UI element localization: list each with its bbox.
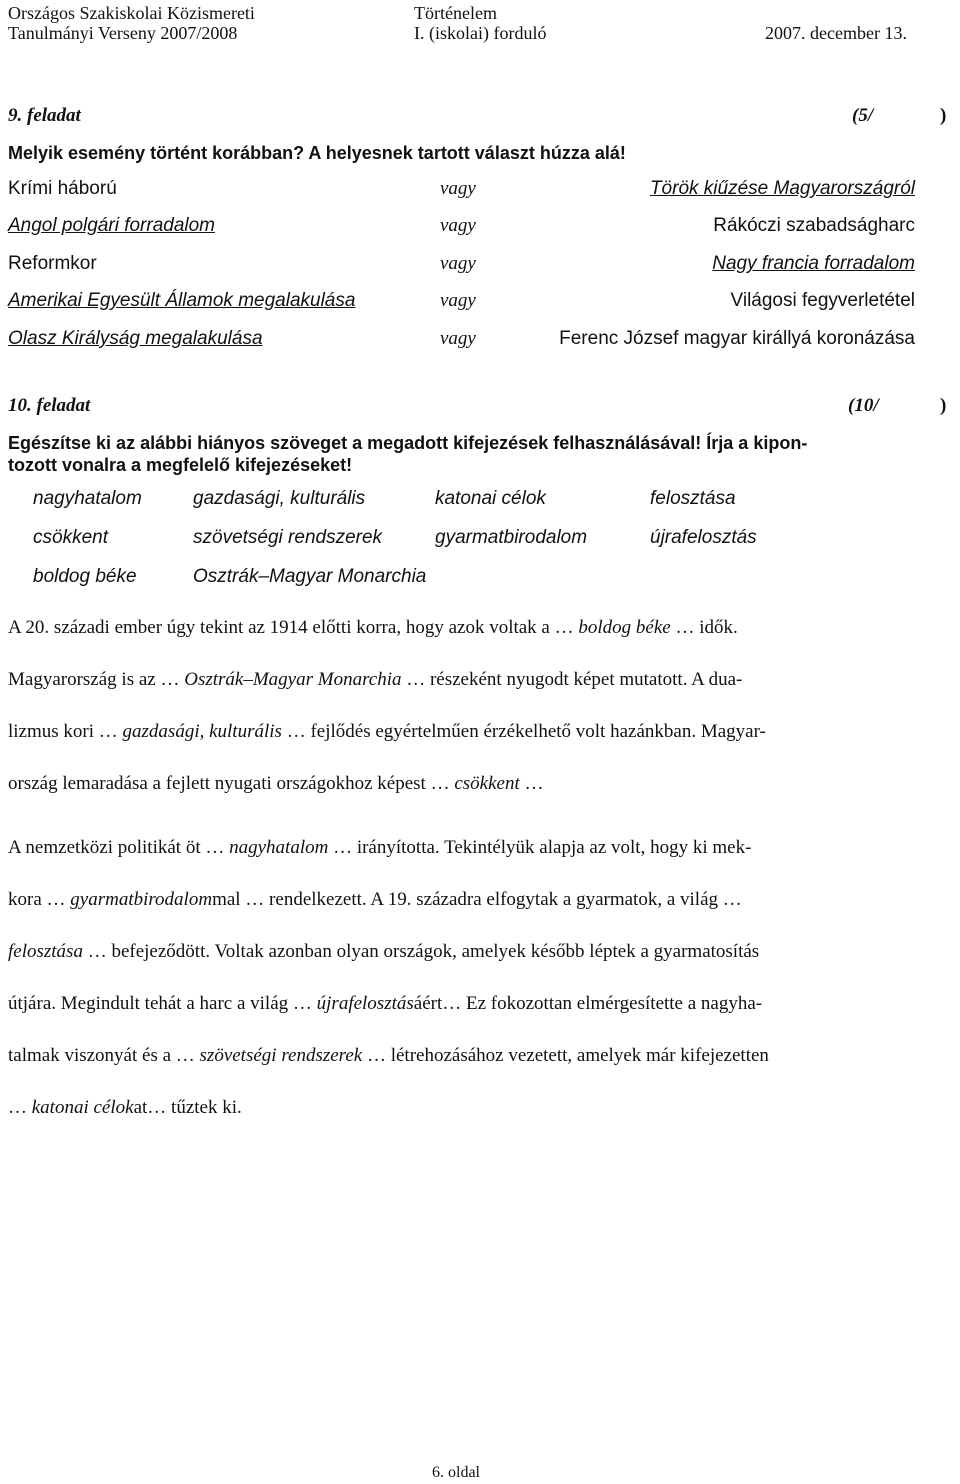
wordbank-item: gazdasági, kulturális bbox=[193, 488, 366, 509]
text-line-1: A 20. századi ember úgy tekint az 1914 előtti korra, hogy azok voltak a … boldog béke … idők. bbox=[8, 617, 738, 638]
task9-row3-right: Nagy francia forradalom bbox=[712, 253, 915, 274]
text-line-9: talmak viszonyát és a … szövetségi rendszerek … létrehozásához vezetett, amelyek már kifejezetten bbox=[8, 1045, 769, 1066]
text-line-10: … katonai célokat… tűztek ki. bbox=[8, 1097, 242, 1118]
text-line-7: felosztása … befejeződött. Voltak azonban olyan országok, amelyek később léptek a gyarmatosítás bbox=[8, 941, 760, 962]
header-date: 2007. december 13. bbox=[765, 23, 907, 43]
task9-row5-right: Ferenc József magyar királlyá koronázása bbox=[559, 328, 915, 349]
wordbank-item: boldog béke bbox=[33, 566, 137, 587]
page-number: 6. oldal bbox=[432, 1464, 480, 1481]
task9-row3-or: vagy bbox=[440, 253, 476, 274]
task10-instruction-line1: Egészítse ki az alábbi hiányos szöveget a megadott kifejezések felhasználásával! Írja a kipon- bbox=[8, 433, 808, 453]
task9-row1-right: Török kiűzése Magyarországról bbox=[649, 178, 915, 199]
task10-title: 10. feladat bbox=[8, 395, 91, 416]
text-line-2: Magyarország is az … Osztrák–Magyar Monarchia … részeként nyugodt képet mutatott. A dua- bbox=[8, 669, 743, 690]
wordbank-item: szövetségi rendszerek bbox=[193, 527, 383, 548]
wordbank-item: felosztása bbox=[650, 488, 736, 509]
task9-row1-left: Krími háború bbox=[8, 178, 117, 199]
header-competition-line2: Tanulmányi Verseny 2007/2008 bbox=[8, 23, 238, 43]
wordbank-item: nagyhatalom bbox=[33, 488, 142, 509]
wordbank-item: csökkent bbox=[33, 527, 108, 548]
header-competition-line1: Országos Szakiskolai Közismereti bbox=[8, 3, 255, 23]
filled-answer: újrafelosztás bbox=[316, 993, 414, 1014]
text-line-6: kora … gyarmatbirodalommal … rendelkezett. A 19. századra elfogytak a gyarmatok, a világ … bbox=[8, 889, 742, 910]
task9-row3-left: Reformkor bbox=[8, 253, 97, 274]
filled-answer: gyarmatbirodalom bbox=[70, 889, 213, 910]
task9-points: (5/ bbox=[852, 105, 874, 126]
text-line-4: ország lemaradása a fejlett nyugati országokhoz képest … csökkent … bbox=[8, 773, 544, 794]
header-subject: Történelem bbox=[414, 3, 497, 23]
task9-row4-left: Amerikai Egyesült Államok megalakulása bbox=[8, 290, 356, 311]
filled-answer: boldog béke bbox=[578, 617, 671, 638]
filled-answer: szövetségi rendszerek bbox=[199, 1045, 363, 1066]
task9-row5-left: Olasz Királyság megalakulása bbox=[8, 328, 263, 349]
text-line-5: A nemzetközi politikát öt … nagyhatalom … irányította. Tekintélyük alapja az volt, hogy ki mek- bbox=[8, 837, 752, 858]
task9-question: Melyik esemény történt korábban? A helyesnek tartott választ húzza alá! bbox=[8, 143, 626, 163]
task10-points: (10/ bbox=[848, 395, 879, 416]
task9-row5-or: vagy bbox=[440, 328, 476, 349]
filled-answer: katonai célok bbox=[31, 1097, 134, 1118]
task9-row1-or: vagy bbox=[440, 178, 476, 199]
text-line-8: útjára. Megindult tehát a harc a világ … újrafelosztásáért… Ez fokozottan elmérgesítette a nagyha- bbox=[8, 993, 763, 1014]
filled-answer: Osztrák–Magyar Monarchia bbox=[184, 669, 402, 690]
task9-row4-right: Világosi fegyverletétel bbox=[730, 290, 915, 311]
wordbank-item: katonai célok bbox=[435, 488, 546, 509]
filled-answer: csökkent bbox=[454, 773, 520, 794]
filled-answer: felosztása bbox=[8, 941, 83, 962]
task9-row4-or: vagy bbox=[440, 290, 476, 311]
wordbank-item: újrafelosztás bbox=[650, 527, 757, 548]
wordbank-item: gyarmatbirodalom bbox=[435, 527, 588, 548]
filled-answer: gazdasági, kulturális bbox=[122, 721, 282, 742]
task9-points-close: ) bbox=[940, 105, 947, 126]
text-line-3: lizmus kori … gazdasági, kulturális … fejlődés egyértelműen érzékelhető volt hazánkban. Magyar- bbox=[8, 721, 766, 742]
task9-title: 9. feladat bbox=[8, 105, 81, 126]
task9-row2-left: Angol polgári forradalom bbox=[8, 215, 216, 236]
wordbank-item: Osztrák–Magyar Monarchia bbox=[193, 566, 427, 587]
header-round: I. (iskolai) forduló bbox=[414, 23, 547, 43]
task9-row2-or: vagy bbox=[440, 215, 476, 236]
task10-instruction-line2: tozott vonalra a megfelelő kifejezéseket! bbox=[8, 455, 353, 475]
filled-answer: nagyhatalom bbox=[229, 837, 329, 858]
task9-row2-right: Rákóczi szabadságharc bbox=[713, 215, 915, 236]
task10-points-close: ) bbox=[940, 395, 947, 416]
